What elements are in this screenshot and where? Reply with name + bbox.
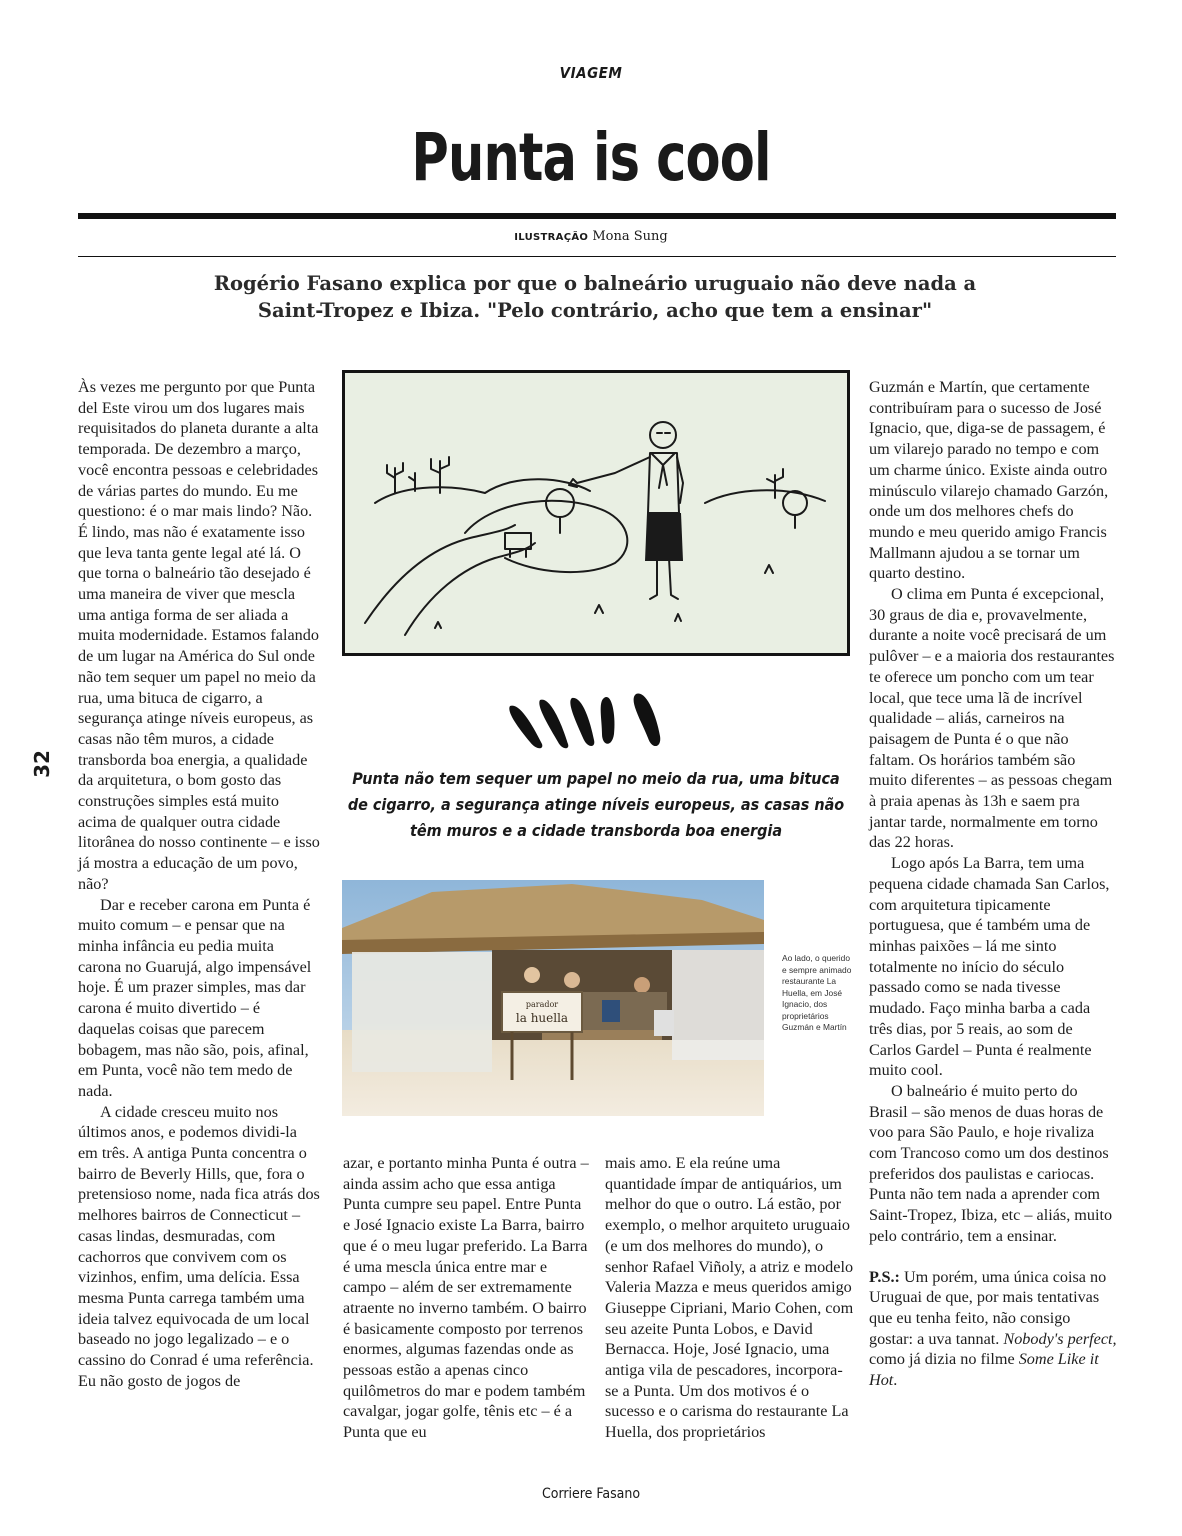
brush-stroke [570, 698, 594, 746]
paragraph: azar, e portanto minha Punta é outra – ainda assim acho que essa antiga Punta cumpre seu papel. Entre Punta e José Ignacio existe La Barra, bairro que é o meu lugar preferido. La Barra é uma mescla única entre mar e campo – além de ser extremamente atraente no inverno também. O bairro é basicamente composto por terrenos enormes, algumas fazendas onde as pessoas estão a apenas cinco quilômetros do mar e podem também cavalgar, jogar golfe, tênis etc – é a Punta que eu [343, 1154, 589, 1442]
restaurant-photo [342, 880, 764, 1116]
illustration [342, 370, 850, 656]
brush-stroke [509, 706, 542, 749]
ps-mid: como já dizia no filme [869, 1350, 1015, 1369]
photo-caption: Ao lado, o querido e sempre animado restaurante La Huella, em José Ignacio, dos proprietários Guzmán e Martín [782, 953, 852, 1032]
page-number: 32 [30, 750, 54, 778]
illustration-credit [0, 229, 1182, 244]
photo-sign-line1: parador [525, 1000, 559, 1009]
credit-name: Mona Sung [592, 229, 668, 244]
brush-stroke [539, 700, 568, 749]
decorative-strokes [502, 688, 692, 760]
paragraph: Dar e receber carona em Punta é muito comum – e pensar que na minha infância eu pedia muita carona no Guarujá, algo impensável hoje. É um prazer simples, mas dar carona é muito divertido – é daquelas coisas que parecem bobagem, mas não são, pois, afinal, em Punta, você não tem medo de nada. [78, 895, 312, 1100]
article-column-3 [605, 1153, 855, 1443]
brush-stroke [634, 694, 661, 747]
article-column-4 [869, 377, 1117, 1391]
brush-stroke [601, 697, 615, 744]
ps-film: Some Like it Hot [869, 1350, 1099, 1390]
title-rule [78, 213, 1116, 219]
paragraph: Guzmán e Martín, que certamente contribuíram para o sucesso de José Ignacio, que, diga-se de passagem, é um vilarejo parado no tempo e com um charme único. Existe ainda outro minúsculo vilarejo chamado Garzón, onde um dos melhores chefs do mundo e meu querido amigo Francis Mallmann ajudou a se tornar um quarto destino. [869, 378, 1109, 583]
paragraph: Logo após La Barra, tem uma pequena cidade chamada San Carlos, com arquitetura tipicamente portuguesa, que é também uma de minhas paixões – lá me sinto totalmente no início do século passado como se nada tivesse mudado. Faço minha barba a cada três dias, por 5 reais, ao som de Carlos Gardel – Punta é realmente muito cool. [869, 854, 1110, 1080]
ps-text: Um porém, uma única coisa no Uruguai de que, por mais tentativas que eu tenha feito, não consigo gostar: a uva tannat. [869, 1267, 1107, 1348]
ps-end: . [893, 1371, 898, 1390]
article-column-1 [78, 377, 320, 1391]
page-title: Punta is cool [411, 119, 771, 196]
credit-label: ILUSTRAÇÃO [514, 232, 589, 243]
paragraph: Às vezes me pergunto por que Punta del Este virou um dos lugares mais requisitados do planeta durante a alta temporada. De dezembro a março, você encontra pessoas e celebridades de várias partes do mundo. Eu me questiono: é o mar mais lindo? Não. É lindo, mas não é exatamente isso que leva tanta gente legal até lá. O que torna o balneário tão desejado é uma maneira de viver que mescla uma antiga forma de ser aliada a muita modernidade. Estamos falando de um lugar na América do Sul onde não tem sequer um papel no meio da rua, uma bituca de cigarro, a segurança atinge níveis europeus, as casas não têm muros, a cidade transborda boa energia, a qualidade da arquitetura, o bom gosto das construções simples está muito acima de qualquer outra cidade litorânea do nosso continente – e isso já mostra a educação de um povo, não? [78, 378, 320, 893]
postscript [869, 1267, 1117, 1391]
ps-label: P.S.: [869, 1267, 900, 1286]
paragraph: O balneário é muito perto do Brasil – são menos de duas horas de voo para São Paulo, e hoje rivaliza com Trancoso como um dos destinos preferidos dos paulistas e cariocas. Punta não tem nada a aprender com Saint-Tropez, Ibiza, etc – aliás, muito pelo contrário, tem a ensinar. [869, 1081, 1113, 1245]
pull-quote: Punta não tem sequer um papel no meio da rua, uma bituca de cigarro, a segurança atinge níveis europeus, as casas não têm muros e a cidade transborda boa energia [347, 769, 845, 840]
photo-sign-line2: la huella [515, 1011, 569, 1025]
footer-publication: Corriere Fasano [541, 1486, 641, 1502]
article-dek: Rogério Fasano explica por que o balneário uruguaio não deve nada a Saint-Tropez e Ibiza. "Pelo contrário, acho que tem a ensinar" [213, 272, 977, 322]
section-label: VIAGEM [559, 64, 623, 82]
paragraph: mais amo. E ela reúne uma quantidade ímpar de antiquários, um melhor do que o outro. Lá estão, por exemplo, o melhor arquiteto uruguaio (e um dos melhores do mundo), o senhor Rafael Viñoly, a atriz e modelo Valeria Mazza e meus queridos amigo Giuseppe Cipriani, Mario Cohen, com seu azeite Punta Lobos, e David Bernacca. Hoje, José Ignacio, uma antiga vila de pescadores, incorpora-se a Punta. Um dos motivos é o sucesso e o carisma do restaurante La Huella, dos proprietários [605, 1154, 854, 1442]
ps-quote: Nobody's perfect, [1003, 1329, 1117, 1348]
illustration-drawing [345, 373, 847, 653]
paragraph: O clima em Punta é excepcional, 30 graus de dia e, provavelmente, durante a noite você precisará de um pulôver – e a maioria dos restaurantes te oferece um poncho com um tear local, que tece uma lã de incrível qualidade – aliás, carneiros na paisagem de Punta é o que não faltam. Os horários também são muito diferentes – as pessoas chegam à praia apenas às 13h e saem pra jantar tarde, normalmente em torno das 22 horas. [869, 585, 1115, 852]
credit-rule [78, 256, 1116, 257]
photo-scene [342, 880, 764, 1116]
paragraph: A cidade cresceu muito nos últimos anos, e podemos dividi-la em três. A antiga Punta concentra o bairro de Beverly Hills, que, fora o pretensioso nome, nada fica atrás dos melhores bairros de Connecticut – casas lindas, desmuradas, com cachorros que convivem com os vizinhos, enfim, uma delícia. Essa mesma Punta carrega também uma ideia talvez equivocada de um local baseado no jogo legalizado – e o cassino do Conrad é uma referência. Eu não gosto de jogos de [78, 1102, 320, 1390]
article-column-2 [343, 1153, 589, 1443]
